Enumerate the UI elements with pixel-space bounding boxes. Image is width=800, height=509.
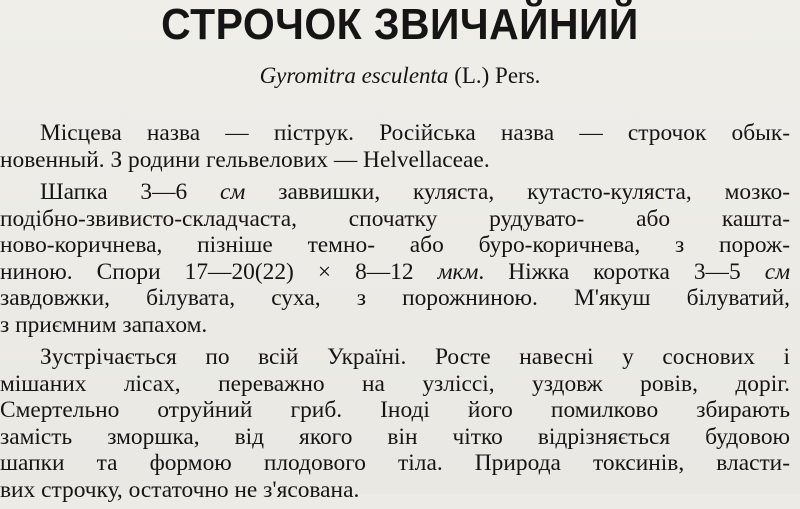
unit-text: мкм (437, 258, 479, 285)
text-line: мішаних лісах, переважно на узліссі, уздовж ровів, доріг. (0, 370, 790, 397)
text-segment: заввишки, куляста, кутасто-куляста, мозко- (245, 179, 790, 205)
text-line: новенный. З родини гельвелових — Helvellaceae. (0, 146, 490, 173)
text-segment: Шапка 3—6 (40, 179, 221, 205)
description-body (0, 120, 790, 509)
unit-text: см (764, 258, 790, 285)
text-line: ново-коричнева, пізніше темно- або буро-коричнева, з порож- (0, 232, 790, 258)
paragraph-habitat (0, 344, 790, 503)
unit-text: см (220, 179, 246, 205)
text-line: Смертельно отруйний гриб. Іноді його помилково збирають (0, 397, 790, 423)
text-segment: . Ніжка коротка 3—5 (478, 258, 765, 285)
text-line: вих строчку, остаточно не з'ясована. (0, 476, 360, 503)
latin-authority: (L.) Pers. (448, 63, 541, 88)
latin-genus-species: Gyromitra esculenta (259, 63, 449, 88)
text-line (0, 259, 790, 286)
text-line: шапки та формою плодового тіла. Природа токсинів, власти- (0, 450, 790, 476)
page-title: СТРОЧОК ЗВИЧАЙНИЙ (161, 0, 639, 49)
text-line: замість зморшка, від якого він чітко відрізняється будовою (0, 423, 790, 450)
text-line: Зустрічається по всій Україні. Росте навесні у соснових і (40, 344, 790, 370)
latin-name (0, 62, 800, 90)
text-line (0, 179, 790, 206)
paragraph-names (0, 120, 790, 173)
text-segment: ниною. Спори 17—20(22) × 8—12 (0, 258, 438, 285)
paragraph-description (0, 179, 790, 338)
text-line: з приємним запахом. (0, 311, 208, 338)
text-line: подібно-звивисто-складчаста, спочатку рудувато- або кашта- (0, 205, 790, 232)
text-line: завдовжки, білувата, суха, з порожниною. М'якуш білуватий, (0, 285, 790, 311)
text-line: Місцева назва — пiструк. Російська назва — строчок обык- (40, 120, 790, 146)
